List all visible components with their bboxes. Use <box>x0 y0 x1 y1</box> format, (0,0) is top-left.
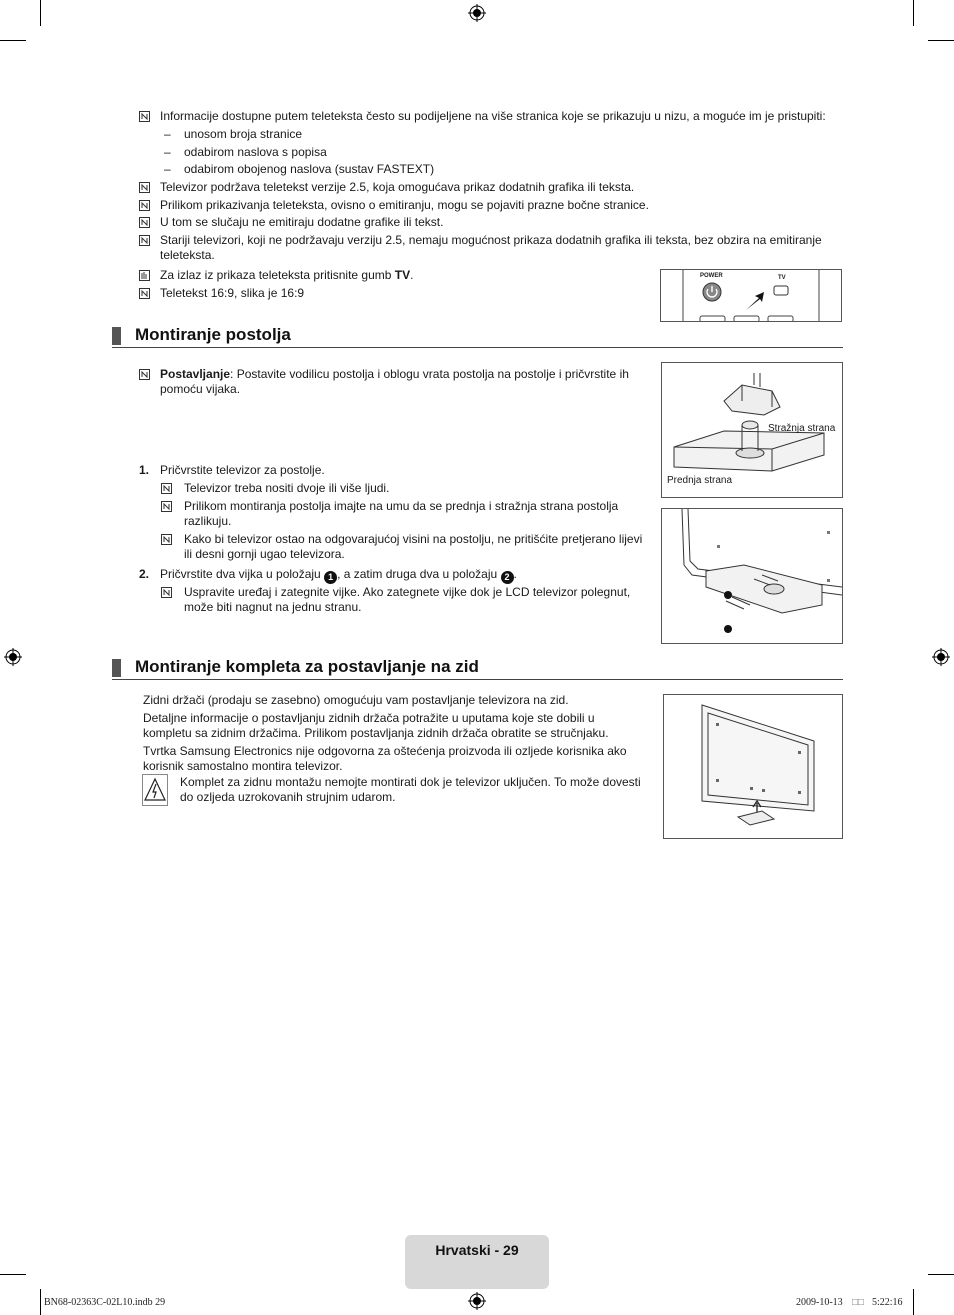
page-number-tab <box>405 1235 549 1289</box>
section-title-stand: Montiranje postolja <box>135 325 291 344</box>
crop-mark <box>40 1289 41 1315</box>
step-1-text: Pričvrstite televizor za postolje. <box>160 463 325 477</box>
teletext-note-no-graphics: U tom se slučaju ne emitiraju dodatne grafike ili tekst. <box>160 215 444 229</box>
footer-file-name: BN68-02363C-02L10.indb 29 <box>44 1297 166 1308</box>
label-back-side: Stražnja strana <box>768 423 836 434</box>
section-marker <box>112 659 121 677</box>
page-number-label: Hrvatski - 29 <box>435 1242 519 1258</box>
wall-paragraph: Detaljne informacije o postavljanju zidnih držača potražite u uputama koje ste dobili u kompletu sa zidnim držačima. Prilikom postavljanja zidnih držača obratite se stručnjaku. <box>143 711 609 740</box>
note-icon <box>161 501 172 512</box>
label-front-side: Prednja strana <box>667 475 733 486</box>
crop-mark <box>0 40 26 41</box>
registration-mark-icon <box>468 1292 486 1310</box>
teletext-note-version: Televizor podržava teletekst verzije 2.5, koja omogućava prikaz dodatnih grafika ili teksta. <box>160 180 635 194</box>
crop-mark <box>928 40 954 41</box>
teletext-note-blank-pages: Prilikom prikazivanja teleteksta, ovisno o emitiranju, mogu se pojaviti prazne bočne stranice. <box>160 198 649 212</box>
crop-mark <box>0 1274 26 1275</box>
section-title-wall-mount: Montiranje kompleta za postavljanje na zid <box>135 657 479 676</box>
note-icon <box>139 217 150 228</box>
dash-marker: – <box>164 127 171 141</box>
teletext-note-pages: Informacije dostupne putem teleteksta često su podijeljene na više stranica koje se prikazuju u nizu, a moguće im je pristupiti: <box>160 109 826 123</box>
list-item: odabirom obojenog naslova (sustav FASTEXT) <box>184 162 435 176</box>
note-icon <box>139 235 150 246</box>
note-icon <box>161 587 172 598</box>
step-2-text: Pričvrstite dva vijka u položaju 1 , a zatim druga dva u položaju 2 . <box>160 567 517 582</box>
note-icon <box>139 200 150 211</box>
remote-power-label: POWER <box>700 273 723 279</box>
section-divider <box>112 347 843 348</box>
note-icon <box>139 111 150 122</box>
step-number: 1. <box>139 463 150 477</box>
step-2-note: Uspravite uređaj i zategnite vijke. Ako zategnete vijke dok je LCD televizor polegnut, može biti nagnut na jednu stranu. <box>184 585 631 614</box>
dash-marker: – <box>164 162 171 176</box>
crop-mark <box>913 1289 914 1315</box>
crop-mark <box>40 0 41 26</box>
wall-paragraph: Zidni držači (prodaju se zasebno) omogućuju vam postavljanje televizora na zid. <box>143 693 569 707</box>
position-marker-2: 2 <box>501 571 514 584</box>
wall-paragraph: Tvrtka Samsung Electronics nije odgovorna za oštećenja proizvoda ili ozljede korisnika ako korisnik samostalno montira televizor. <box>143 744 627 773</box>
step-1-note: Televizor treba nositi dvoje ili više ljudi. <box>184 481 390 495</box>
remote-tv-label: TV <box>778 275 786 281</box>
note-icon <box>139 182 150 193</box>
registration-mark-icon <box>468 4 486 22</box>
step-1-note: Prilikom montiranja postolja imajte na umu da se prednja i stražnja strana postolja razlikuju. <box>184 499 619 528</box>
dash-marker: – <box>164 145 171 159</box>
stand-assembly-note: Postavljanje: Postavite vodilicu postolja i oblogu vrata postolja na postolje i pričvrstite ih pomoću vijaka. <box>160 367 629 396</box>
wall-mount-illustration <box>663 694 843 839</box>
teletext-note-older-tv: Stariji televizori, koji ne podržavaju verziju 2.5, nemaju mogućnost prikaza dodatnih grafika ili teksta, bez obzira na emitiranje teleteksta. <box>160 233 822 262</box>
step-number: 2. <box>139 567 150 581</box>
teletext-note-169: Teletekst 16:9, slika je 16:9 <box>160 286 305 300</box>
note-icon <box>161 534 172 545</box>
crop-mark <box>913 0 914 26</box>
list-item: unosom broja stranice <box>184 127 303 141</box>
registration-mark-icon <box>4 648 22 666</box>
remote-illustration <box>660 269 842 322</box>
note-icon <box>139 369 150 380</box>
registration-mark-icon <box>932 648 950 666</box>
position-marker-1: 1 <box>324 571 337 584</box>
note-icon <box>139 288 150 299</box>
tv-screws-illustration <box>661 508 843 644</box>
footer-time: 5:22:16 <box>872 1297 903 1308</box>
stand-illustration <box>661 362 843 498</box>
footer-placeholder-glyphs: □□ <box>852 1297 865 1308</box>
hand-note-icon <box>139 270 150 281</box>
note-icon <box>161 483 172 494</box>
footer-date: 2009-10-13 <box>796 1297 843 1308</box>
wall-warning-text: Komplet za zidnu montažu nemojte montirati dok je televizor uključen. To može dovesti do ozljeda uzrokovanih strujnim udarom. <box>180 775 641 804</box>
crop-mark <box>928 1274 954 1275</box>
step-1-note: Kako bi televizor ostao na odgovarajućoj visini na postolju, ne pritišćite pretjerano lijevi ili desni gornji ugao televizora. <box>184 532 643 561</box>
list-item: odabirom naslova s popisa <box>184 145 327 159</box>
section-divider <box>112 679 843 680</box>
section-marker <box>112 327 121 345</box>
teletext-note-exit: Za izlaz iz prikaza teleteksta pritisnite gumb TV. <box>160 268 414 282</box>
warning-icon <box>142 774 168 806</box>
